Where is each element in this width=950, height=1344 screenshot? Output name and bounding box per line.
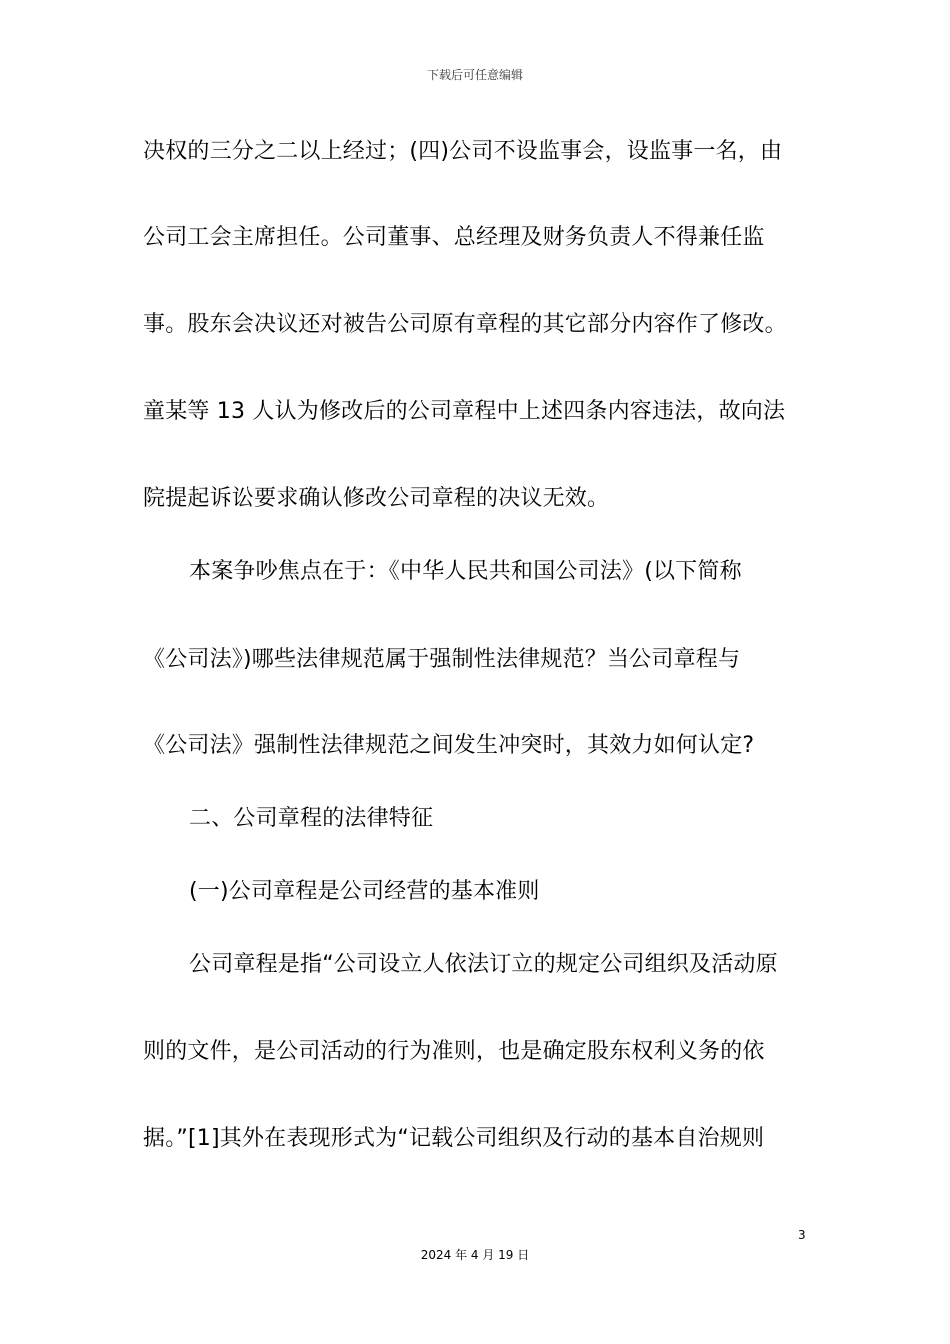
subsection-heading: (一)公司章程是公司经营的基本准则 <box>189 879 540 904</box>
text-line: 院提起诉讼要求确认修改公司章程的决议无效。 <box>143 486 610 511</box>
header-note: 下载后可任意编辑 <box>426 68 523 82</box>
text-line: 《公司法》强制性法律规范之间发生冲突时，其效力如何认定? <box>143 733 755 758</box>
page-number: 3 <box>798 1228 806 1242</box>
text-line: 则的文件，是公司活动的行为准则，也是确定股东权利义务的依 <box>143 1039 765 1064</box>
text-line: 事。股东会决议还对被告公司原有章程的其它部分内容作了修改。 <box>143 312 787 337</box>
footer-date: 2024 年 4 月 19 日 <box>420 1248 530 1262</box>
text-line: 《公司法》)哪些法律规范属于强制性法律规范？当公司章程与 <box>143 647 741 672</box>
text-line: 据。”[1]其外在表现形式为“记载公司组织及行动的基本自治规则 <box>143 1126 765 1151</box>
text-line: 公司工会主席担任。公司董事、总经理及财务负责人不得兼任监 <box>143 225 765 250</box>
text-line: 本案争吵焦点在于：《中华人民共和国公司法》(以下简称 <box>189 559 742 584</box>
section-heading: 二、公司章程的法律特征 <box>189 806 434 831</box>
text-line: 决权的三分之二以上经过；(四)公司不设监事会，设监事一名，由 <box>143 139 783 164</box>
text-line: 公司章程是指“公司设立人依法订立的规定公司组织及活动原 <box>189 952 778 977</box>
text-line: 童某等 13 人认为修改后的公司章程中上述四条内容违法，故向法 <box>143 399 786 424</box>
